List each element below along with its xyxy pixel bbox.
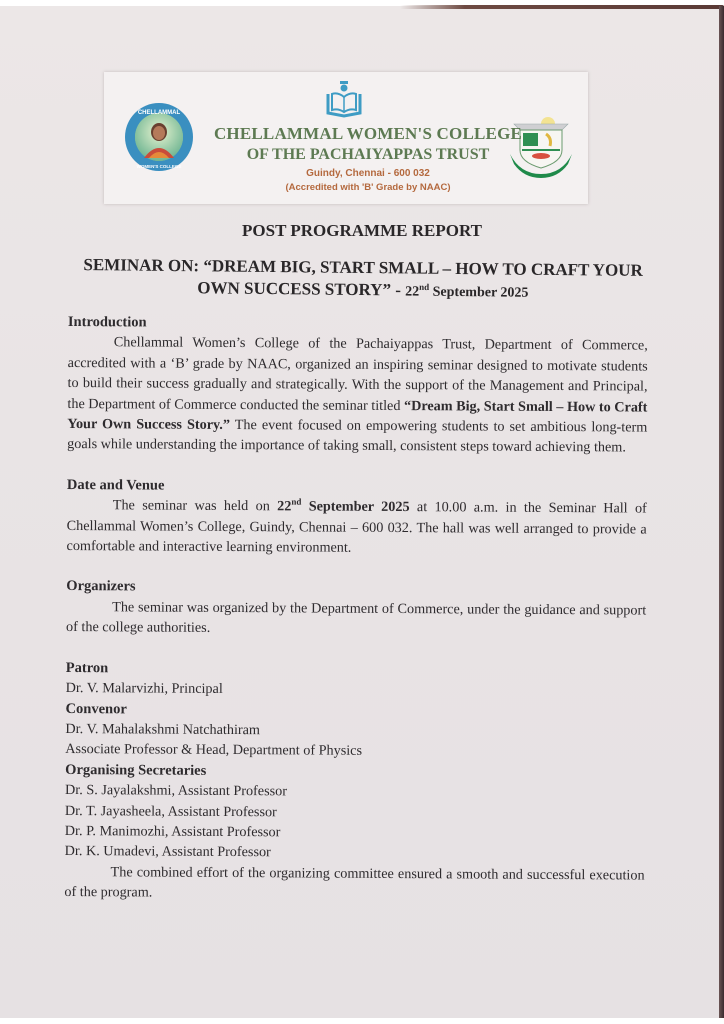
intro-seminar-title: “Dream Big, Start Small – How to Craft Your Own Success Story.” [67, 397, 648, 434]
section-heading-organizers: Organizers [66, 578, 136, 595]
secretary-item: Dr. T. Jayasheela, Assistant Professor [64, 802, 277, 820]
secretary-item: Dr. K. Umadevi, Assistant Professor [64, 843, 271, 861]
accreditation: (Accredited with 'B' Grade by NAAC) [285, 182, 451, 193]
seal-text-bottom: WOMEN'S COLLEGE [136, 164, 182, 169]
report-title: POST PROGRAMME REPORT [242, 221, 482, 240]
seminar-title-line1: SEMINAR ON: “DREAM BIG, START SMALL – HOW TO CRAFT YOUR [83, 255, 643, 280]
intro-text-2: The event focused on empowering students to set ambitious long-term goals while understanding the importance of taking small, consistent steps toward achieving them. [67, 417, 648, 456]
bottom-margin [0, 1018, 724, 1024]
secretary-item: Dr. P. Manimozhi, Assistant Professor [64, 822, 281, 841]
seminar-date-day: 22 [405, 284, 420, 300]
section-heading-patron: Patron [65, 659, 109, 676]
date-venue-day: 22 [277, 498, 292, 515]
section-heading-convenor: Convenor [65, 700, 127, 717]
report-body [64, 312, 648, 906]
page-edge-shadow [400, 5, 724, 9]
seminar-date-suffix: nd [419, 281, 430, 293]
seminar-title [66, 254, 660, 306]
date-venue-text-1: The seminar was held on [112, 497, 278, 515]
college-name: CHELLAMMAL WOMEN'S COLLEGE [213, 124, 523, 143]
closing-paragraph: The combined effort of the organizing committee ensured a smooth and successful execution of the program. [64, 864, 645, 901]
date-venue-suffix: nd [291, 496, 302, 507]
date-venue-text-2: at 10.00 a.m. in the Seminar Hall of Chellammal Women’s College, Guindy, Chennai – 600 032. The hall was well arranged to provide a comfortable and interactive learning environment. [66, 499, 647, 556]
college-address: Guindy, Chennai - 600 032 [306, 168, 430, 179]
seminar-date-rest: September 2025 [432, 284, 529, 301]
convenor-name: Dr. V. Mahalakshmi Natchathiram [65, 720, 261, 739]
seal-text-top: CHELLAMMAL [137, 110, 181, 116]
patron-name: Dr. V. Malarvizhi, Principal [65, 680, 223, 698]
section-heading-date-venue: Date and Venue [66, 476, 165, 494]
intro-text-1: Chellammal Women’s College of the Pachaiyappas Trust, Department of Commerce, accredited with a ‘B’ grade by NAAC, organized an inspiring seminar designed to motivate students to build their success gradually and strategically. With the support of the Management and Principal, the Department of Commerce conducted the seminar titled [67, 334, 648, 414]
section-heading-introduction: Introduction [67, 313, 147, 331]
seminar-date [405, 281, 529, 301]
section-heading-secretaries: Organising Secretaries [65, 761, 207, 779]
date-venue-rest: September 2025 [301, 498, 410, 516]
letterhead [104, 72, 588, 204]
secretary-item: Dr. S. Jayalakshmi, Assistant Professor [65, 782, 287, 800]
seminar-title-line2-text: OWN SUCCESS STORY” - [197, 278, 402, 300]
organizers-paragraph: The seminar was organized by the Department of Commerce, under the guidance and support of the college authorities. [66, 599, 647, 637]
trust-name: OF THE PACHAIYAPPAS TRUST [246, 146, 490, 163]
convenor-designation: Associate Professor & Head, Department of Physics [65, 741, 363, 760]
page-edge-shadow-right [719, 6, 724, 1018]
open-book-graduate-icon [322, 80, 366, 118]
introduction-paragraph [67, 332, 648, 458]
date-venue-date [277, 496, 410, 516]
date-venue-paragraph [67, 495, 647, 560]
